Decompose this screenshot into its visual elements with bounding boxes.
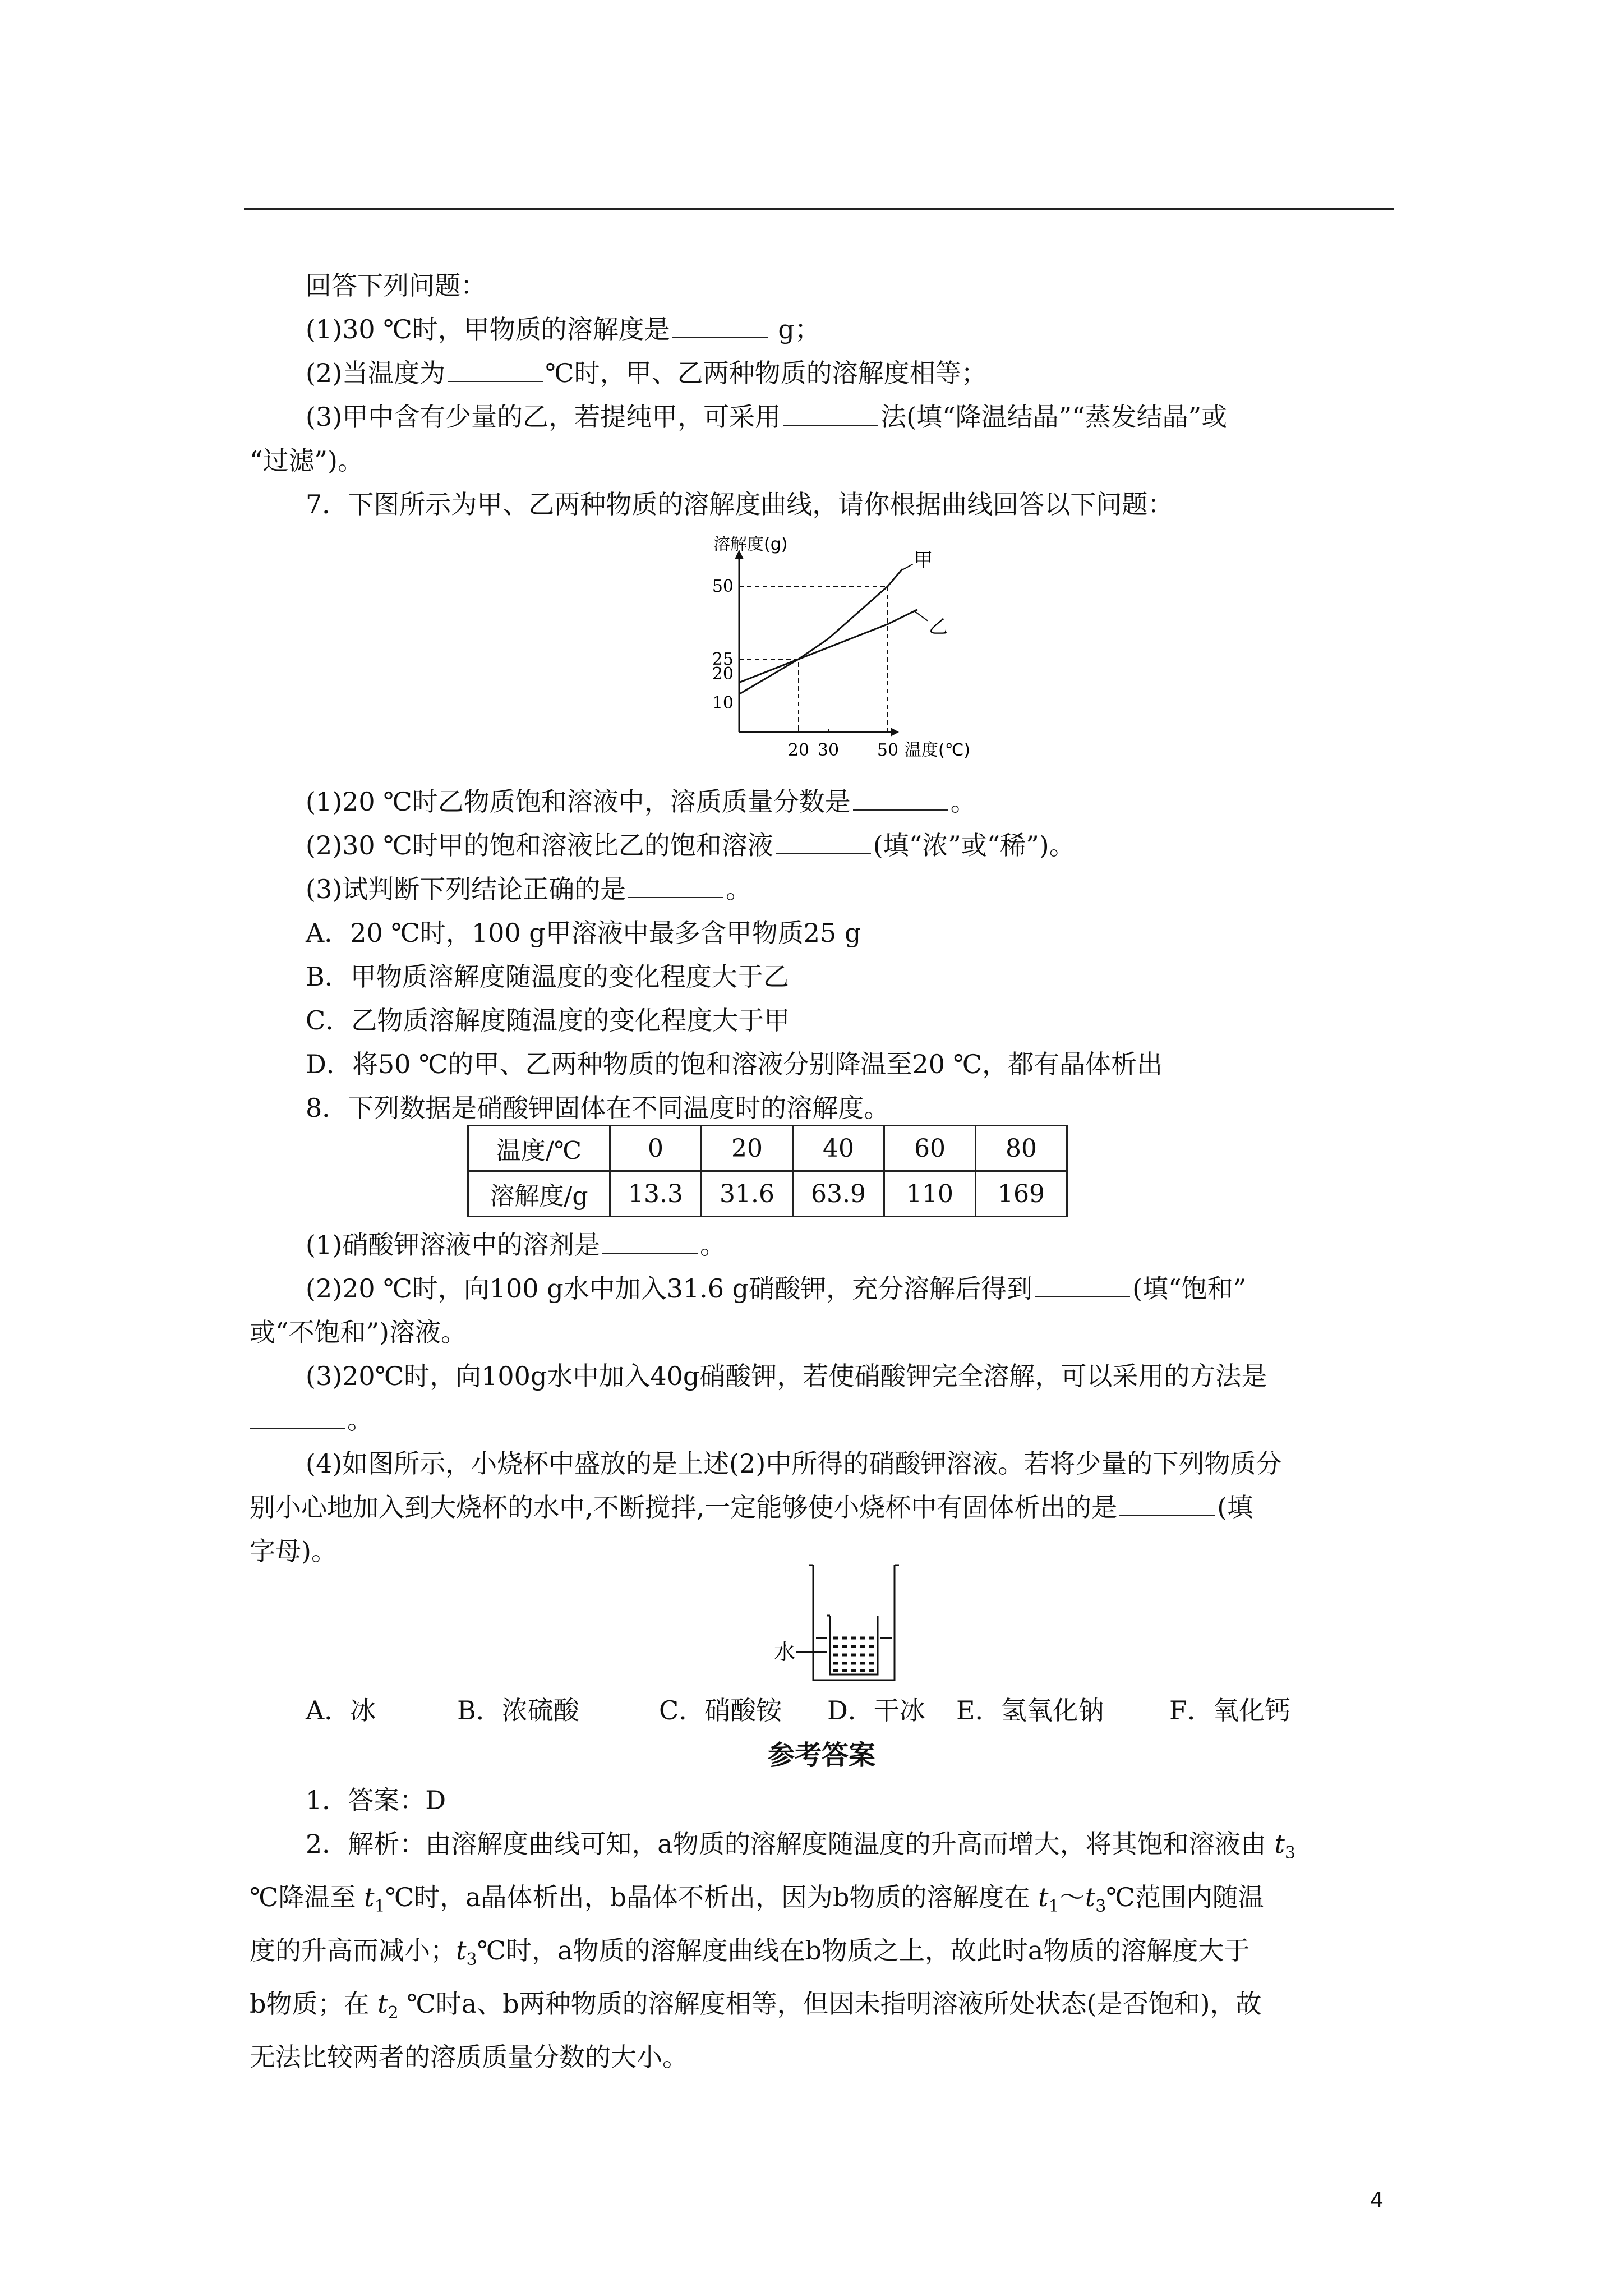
solubility-table <box>467 1125 1068 1217</box>
table-cell: 63.9 <box>793 1171 884 1217</box>
q8-part1: (1)硝酸钾溶液中的溶剂是 。 <box>306 1230 726 1260</box>
q6-part2: (2)当温度为 ℃时，甲、乙两种物质的溶解度相等； <box>306 358 987 388</box>
q8-part3: (3)20℃时，向100g水中加入40g硝酸钾，若使硝酸钾完全溶解，可以采用的方法是 <box>306 1361 1267 1391</box>
question-6-block <box>250 264 1394 526</box>
answer-blank[interactable] <box>628 875 723 898</box>
guide-line-50 <box>739 586 888 732</box>
table-cell: 31.6 <box>702 1171 793 1217</box>
table-cell: 80 <box>976 1126 1067 1171</box>
y-axis-label: 溶解度(g) <box>713 536 788 554</box>
q7-option-c: C．乙物质溶解度随温度的变化程度大于甲 <box>306 1005 790 1036</box>
answer-2-line2: ℃降温至 $t_1℃$时，a晶体析出，b晶体不析出，因为b物质的溶解度在 $t_1\sim t_3℃$范围内随温 <box>250 1882 1264 1916</box>
table-cell: 169 <box>976 1171 1067 1217</box>
answer-blank[interactable] <box>448 358 543 382</box>
y-tick-label: 50 <box>712 577 734 596</box>
table-cell: 110 <box>884 1171 976 1217</box>
table-cell: 40 <box>793 1126 884 1171</box>
solubility-chart <box>690 536 1004 766</box>
series-curve-2 <box>739 610 917 683</box>
beaker-figure <box>774 1559 920 1694</box>
q6-part1: (1)30 ℃时，甲物质的溶解度是 g； <box>306 314 820 344</box>
q8-part2-cont: 或“不饱和”)溶液。 <box>250 1317 467 1347</box>
q8-options <box>250 1688 1394 1732</box>
x-axis-label: 温度(℃) <box>905 740 971 760</box>
y-tick-label: 20 <box>712 664 734 684</box>
table-row <box>468 1126 1067 1171</box>
question-8-parts <box>250 1223 1394 1573</box>
q8-part4-line2: 别小心地加入到大烧杯的水中,不断搅拌,一定能够使小烧杯中有固体析出的是 (填 <box>250 1492 1253 1522</box>
question-7-parts <box>250 780 1394 1130</box>
table-cell: 60 <box>884 1126 976 1171</box>
q8-stem: 8．下列数据是硝酸钾固体在不同温度时的溶解度。 <box>306 1093 890 1123</box>
q7-option-b: B．甲物质溶解度随温度的变化程度大于乙 <box>306 961 789 992</box>
answer-2-line1: 2．解析：由溶解度曲线可知，a物质的溶解度随温度的升高而增大，将其饱和溶液由 $t_3$ <box>306 1829 1295 1863</box>
answer-blank[interactable] <box>672 315 768 338</box>
q8-part4-line3: 字母)。 <box>250 1536 337 1566</box>
table-cell: 13.3 <box>610 1171 702 1217</box>
answer-blank[interactable] <box>1035 1274 1130 1297</box>
x-tick-label: 30 <box>817 740 840 760</box>
table-cell: 0 <box>610 1126 702 1171</box>
table-cell: 20 <box>702 1126 793 1171</box>
page-number: 4 <box>1370 2188 1384 2212</box>
water-label: 水 <box>774 1640 796 1664</box>
answers-block <box>250 1778 1394 2079</box>
answer-2-line5: 无法比较两者的溶质质量分数的大小。 <box>250 2042 688 2072</box>
table-row <box>468 1171 1067 1217</box>
answer-blank[interactable] <box>250 1405 345 1429</box>
option-item: C．硝酸铵 <box>659 1695 782 1726</box>
series-leader-2 <box>915 612 928 621</box>
series-label-2: 乙 <box>929 615 948 638</box>
option-item: F．氧化钙 <box>1169 1695 1290 1726</box>
answer-2-line4: b物质；在 $t_2$ ℃时a、b两种物质的溶解度相等，但因未指明溶液所处状态(是否饱和)，故 <box>250 1989 1262 2023</box>
series-label-1: 甲 <box>914 549 933 572</box>
x-tick-label: 20 <box>787 740 810 760</box>
q7-part1: (1)20 ℃时乙物质饱和溶液中，溶质质量分数是 。 <box>306 786 976 817</box>
option-item: A．冰 <box>306 1695 376 1726</box>
q7-option-a: A．20 ℃时，100 g甲溶液中最多含甲物质25 g <box>306 918 861 948</box>
q6-part3: (3)甲中含有少量的乙，若提纯甲，可采用 法(填“降温结晶”“蒸发结晶”或 <box>306 402 1228 432</box>
series-curve-1 <box>739 569 903 694</box>
x-tick-label: 50 <box>877 740 899 760</box>
q8-part3-cont: 。 <box>250 1398 1394 1442</box>
q7-part3: (3)试判断下列结论正确的是 。 <box>306 874 752 904</box>
answer-blank[interactable] <box>783 402 878 426</box>
answers-heading: 参考答案 <box>767 1740 875 1771</box>
y-tick-label: 10 <box>712 693 734 713</box>
q6-part3-cont: “过滤”)。 <box>250 445 363 476</box>
q7-part2: (2)30 ℃时甲的饱和溶液比乙的饱和溶液 (填“浓”或“稀”)。 <box>306 830 1075 861</box>
header-rule <box>244 208 1394 210</box>
option-item: B．浓硫酸 <box>457 1695 579 1726</box>
y-tick-label: 25 <box>712 650 734 669</box>
table-cell: 溶解度/g <box>468 1171 610 1217</box>
x-axis-arrow <box>891 728 899 737</box>
answer-blank[interactable] <box>602 1230 698 1254</box>
q8-part2: (2)20 ℃时，向100 g水中加入31.6 g硝酸钾，充分溶解后得到 (填“饱和” <box>306 1273 1247 1304</box>
chart-layer <box>712 536 970 760</box>
answer-blank[interactable] <box>853 787 948 811</box>
q8-part4: (4)如图所示，小烧杯中盛放的是上述(2)中所得的硝酸钾溶液。若将少量的下列物质分 <box>306 1448 1282 1479</box>
option-item: E．氢氧化钠 <box>956 1695 1104 1726</box>
series-leader-1 <box>901 564 913 571</box>
q7-option-d: D．将50 ℃的甲、乙两种物质的饱和溶液分别降温至20 ℃，都有晶体析出 <box>306 1049 1163 1079</box>
option-item: D．干冰 <box>827 1695 925 1726</box>
answer-2-line3: 度的升高而减小；$t_3℃$时，a物质的溶解度曲线在b物质之上，故此时a物质的溶解度大于 <box>250 1935 1250 1970</box>
q7-stem: 7．下图所示为甲、乙两种物质的溶解度曲线，请你根据曲线回答以下问题： <box>306 489 1174 519</box>
answer-blank[interactable] <box>1119 1493 1215 1516</box>
answer-blank[interactable] <box>776 831 871 854</box>
table-cell: 温度/℃ <box>468 1126 610 1171</box>
q6-intro: 回答下列问题： <box>306 270 486 301</box>
answer-1: 1．答案：D <box>306 1785 446 1815</box>
